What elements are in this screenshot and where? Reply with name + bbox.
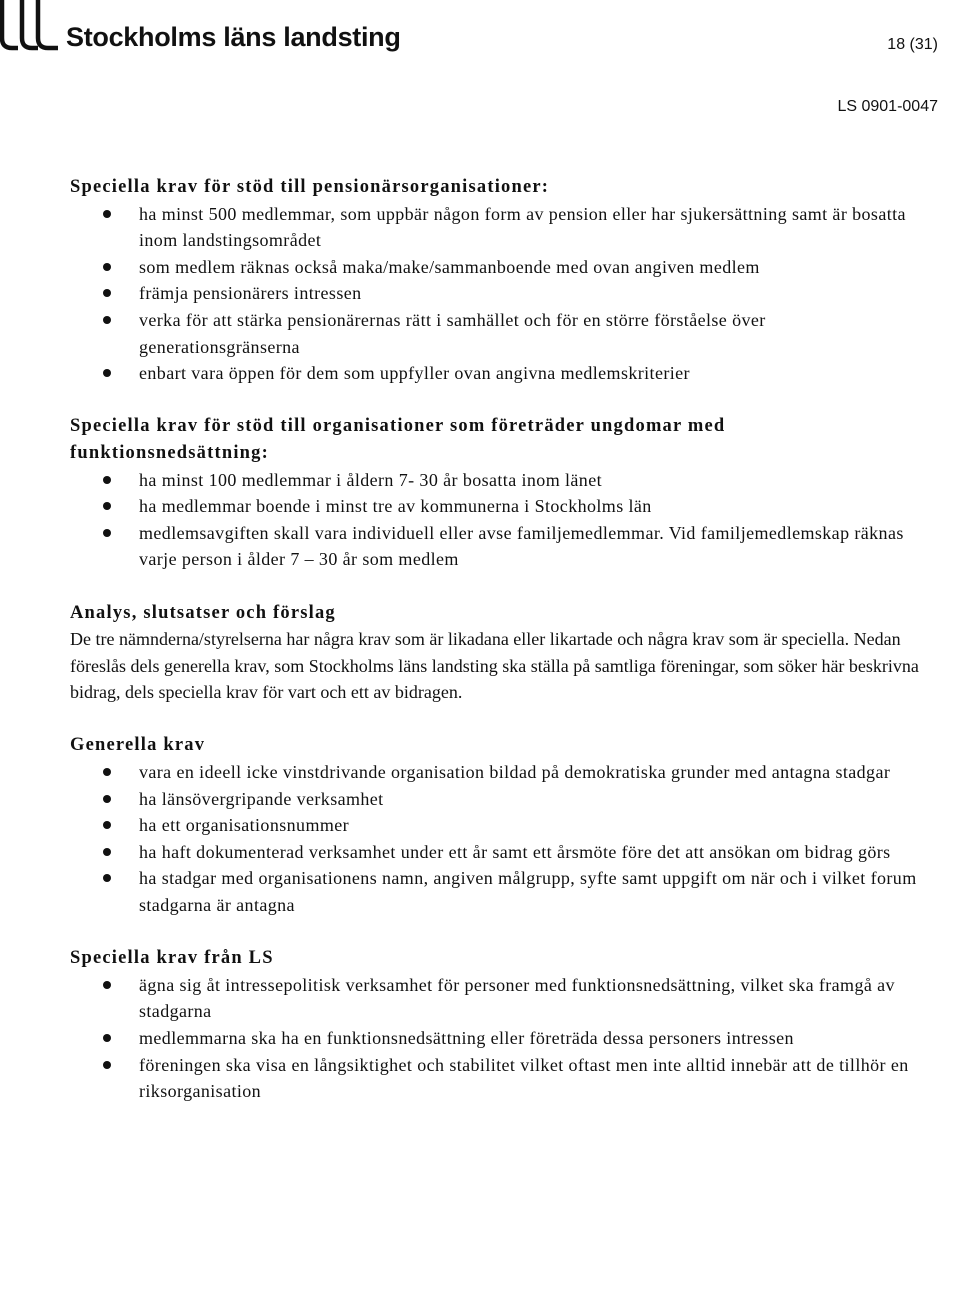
- list-item: medlemmarna ska ha en funktionsnedsättning eller företräda dessa personers intressen: [70, 1025, 930, 1052]
- list-item: medlemsavgiften skall vara individuell eller avse familjemedlemmar. Vid familjemedlemskap räknas varje person i ålder 7 – 30 år som medlem: [70, 520, 930, 573]
- landsting-logo-icon: [0, 0, 62, 52]
- list-item: främja pensionärers intressen: [70, 280, 930, 307]
- list-item: som medlem räknas också maka/make/sammanboende med ovan angiven medlem: [70, 254, 930, 281]
- list-item: enbart vara öppen för dem som uppfyller ovan angivna medlemskriterier: [70, 360, 930, 387]
- section-heading-analysis: Analys, slutsatser och förslag: [70, 602, 336, 623]
- logo-text: Stockholms läns landsting: [66, 22, 401, 52]
- list-item: ha haft dokumenterad verksamhet under ett år samt ett årsmöte före det att ansökan om bidrag görs: [70, 839, 930, 866]
- logo: [0, 0, 430, 60]
- section-heading-youth: Speciella krav för stöd till organisationer som företräder ungdomar med funktionsnedsättning:: [70, 416, 726, 463]
- section-heading-pension: Speciella krav för stöd till pensionärsorganisationer:: [70, 177, 550, 197]
- analysis-paragraph: De tre nämnderna/styrelserna har några krav som är likadana eller likartade och några krav som är speciella. Nedan föreslås dels generella krav, som Stockholms läns landsting ska ställa på samtliga föreningar, som söker här beskrivna bidrag, dels speciella krav för vart och ett av bidragen.: [70, 629, 919, 703]
- section-heading-general: Generella krav: [70, 735, 206, 756]
- ls-list: [70, 972, 930, 1105]
- list-item: vara en ideell icke vinstdrivande organisation bildad på demokratiska grunder med antagna stadgar: [70, 759, 930, 786]
- general-list: [70, 759, 930, 919]
- pension-list: [70, 201, 930, 387]
- list-item: ha medlemmar boende i minst tre av kommunerna i Stockholms län: [70, 493, 930, 520]
- list-item: ha ett organisationsnummer: [70, 812, 930, 839]
- page-header: [0, 0, 960, 120]
- youth-list: [70, 467, 930, 573]
- list-item: ägna sig åt intressepolitisk verksamhet för personer med funktionsnedsättning, vilket ska framgå av stadgarna: [70, 972, 930, 1025]
- list-item: ha minst 100 medlemmar i åldern 7- 30 år bosatta inom länet: [70, 467, 930, 494]
- document-body: [70, 174, 930, 1105]
- document-id: LS 0901-0047: [837, 98, 938, 115]
- list-item: ha länsövergripande verksamhet: [70, 786, 930, 813]
- list-item: ha minst 500 medlemmar, som uppbär någon form av pension eller har sjukersättning samt är bosatta inom landstingsområdet: [70, 201, 930, 254]
- list-item: ha stadgar med organisationens namn, angiven målgrupp, syfte samt uppgift om när och i vilket forum stadgarna är antagna: [70, 865, 930, 918]
- list-item: föreningen ska visa en långsiktighet och stabilitet vilket oftast men inte alltid innebär att de tillhör en riksorganisation: [70, 1052, 930, 1105]
- section-heading-ls: Speciella krav från LS: [70, 948, 274, 969]
- page-number: 18 (31): [887, 36, 938, 53]
- list-item: verka för att stärka pensionärernas rätt i samhället och för en större förståelse över generationsgränserna: [70, 307, 930, 360]
